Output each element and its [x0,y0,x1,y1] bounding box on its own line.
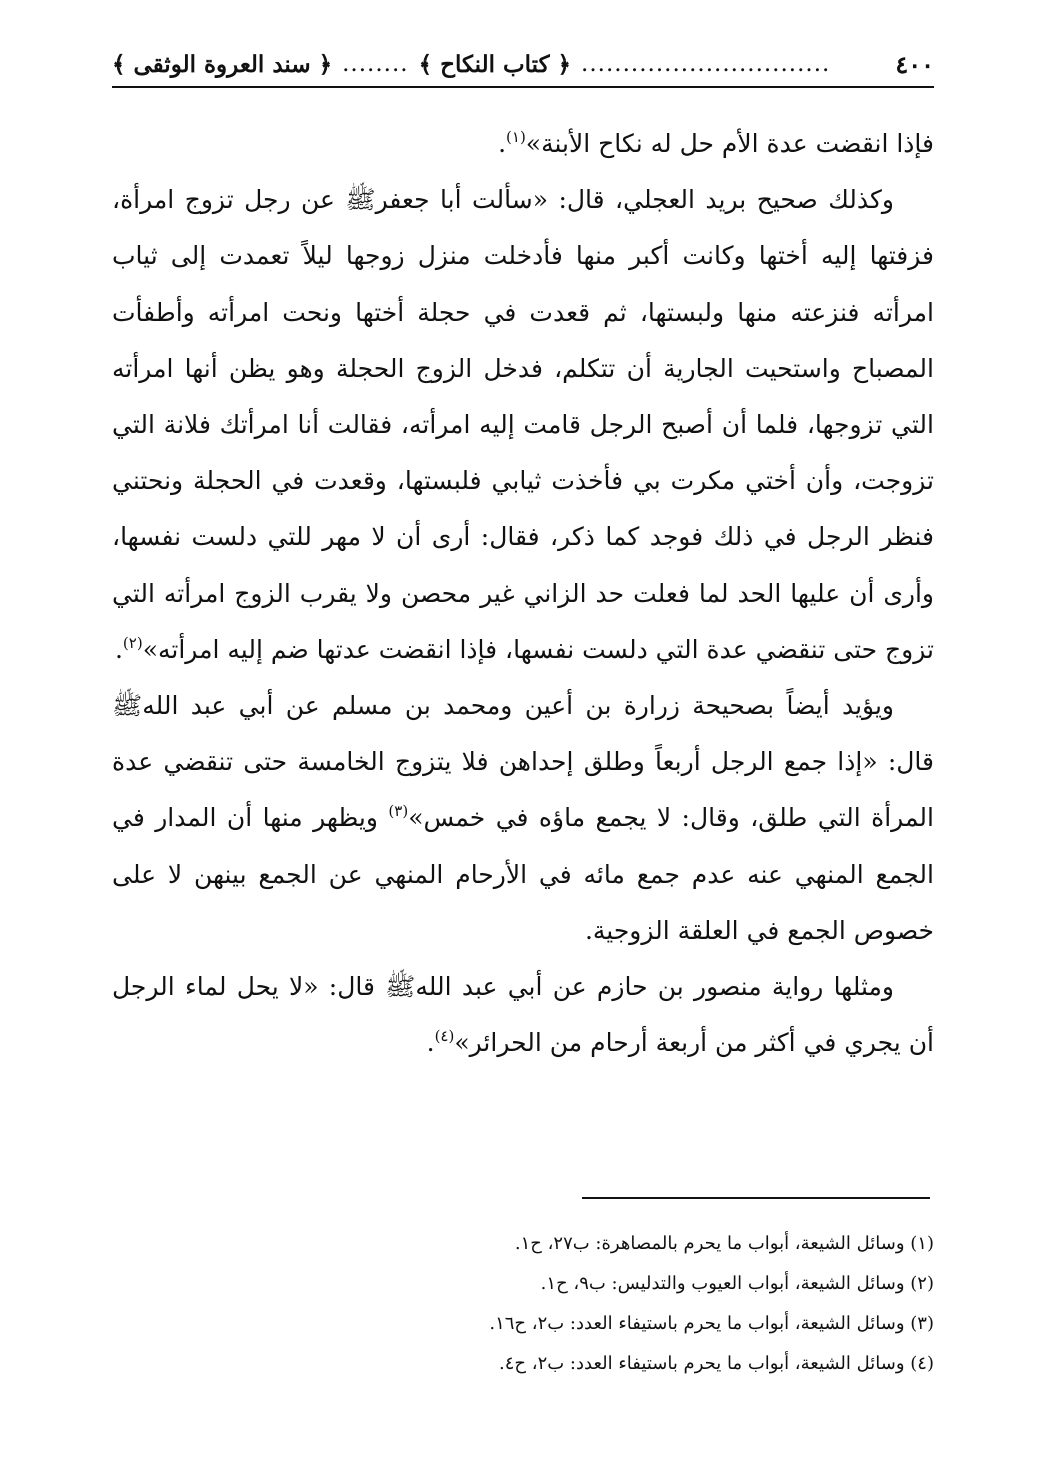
main-text [112,116,934,1071]
header-rule [112,86,934,88]
page-number: ٤٠٠ [895,49,934,79]
footnote-separator [582,1197,930,1199]
running-header [112,44,934,84]
footnote-ref: (٤) [434,1027,455,1046]
footnote-ref: (٣) [388,802,409,821]
footnote-1: (١) وسائل الشيعة، أبواب ما يحرم بالمصاهرة: ب٢٧، ح١. [514,1233,934,1254]
footnote-4: (٤) وسائل الشيعة، أبواب ما يحرم باستيفاء العدد: ب٢، ح٤. [499,1353,934,1374]
paragraph-mansur: ومثلها رواية منصور بن حازم عن أبي عبد اللهﷺ قال: «لا يحل لماء الرجل أن يجري في أكثر من أربعة أرحام من الحرائر»$^{(٤)}$. [112,972,934,1058]
paragraph-continuation: فإذا انقضت عدة الأم حل له نكاح الأبنة»$^{(١)}$. [498,128,934,158]
footnote-ref: (٢) [122,633,143,652]
header-dots-right: .............................. [581,51,831,77]
header-dots-left: ........ [342,51,409,77]
paragraph-burayd: وكذلك صحيح بريد العجلي، قال: «سألت أبا جعفرﷺ عن رجل تزوج امرأة، فزفتها إليه أختها وكانت أكبر منها فأدخلت منزل زوجها ليلاً تعمدت إلى ثياب امرأته فنزعته منها ولبستها، ثم قعدت في حجلة أختها ونحت امرأته وأطفأت المصباح واستحيت الجارية أن تتكلم، فدخل الزوج الحجلة وهو يظن أنها امرأته التي تزوجها، فلما أن أصبح الرجل قامت إليه امرأته، فقالت أنا امرأتك فلانة التي تزوجت، وأن أختي مكرت بي فأخذت ثيابي فلبستها، وقعدت في الحجلة ونحتني فنظر الرجل في ذلك فوجد كما ذكر، فقال: أرى أن لا مهر للتي دلست نفسها، وأرى أن عليها الحد لما فعلت حد الزاني غير محصن ولا يقرب الزوج امرأته التي تزوج حتى تنقضي عدة التي دلست نفسها، فإذا انقضت عدتها ضم إليه امرأته»$^{(٢)}$. [112,185,934,664]
paragraph-zurara: ويؤيد أيضاً بصحيحة زرارة بن أعين ومحمد بن مسلم عن أبي عبد اللهﷺ قال: «إذا جمع الرجل أربعاً وطلق إحداهن فلا يتزوج الخامسة حتى تنقضي عدة المرأة التي طلق، وقال: لا يجمع ماؤه في خمس»$^{(٣)}$ ويظهر منها أن المدار في الجمع المنهي عنه عدم جمع مائه في الأرحام المنهي عن الجمع بينهن لا على خصوص الجمع في العلقة الزوجية. [112,691,934,945]
footnote-2: (٢) وسائل الشيعة، أبواب العيوب والتدليس: ب٩، ح١. [540,1273,934,1294]
chapter-title: ﴿ كتاب النكاح ﴾ [418,50,572,78]
footnotes [112,1224,934,1384]
header-titles [112,51,830,78]
footnote-3: (٣) وسائل الشيعة، أبواب ما يحرم باستيفاء العدد: ب٢، ح١٦. [489,1313,934,1334]
footnote-ref: (١) [506,128,526,146]
book-title: ﴿ سند العروة الوثقى ﴾ [112,50,333,78]
